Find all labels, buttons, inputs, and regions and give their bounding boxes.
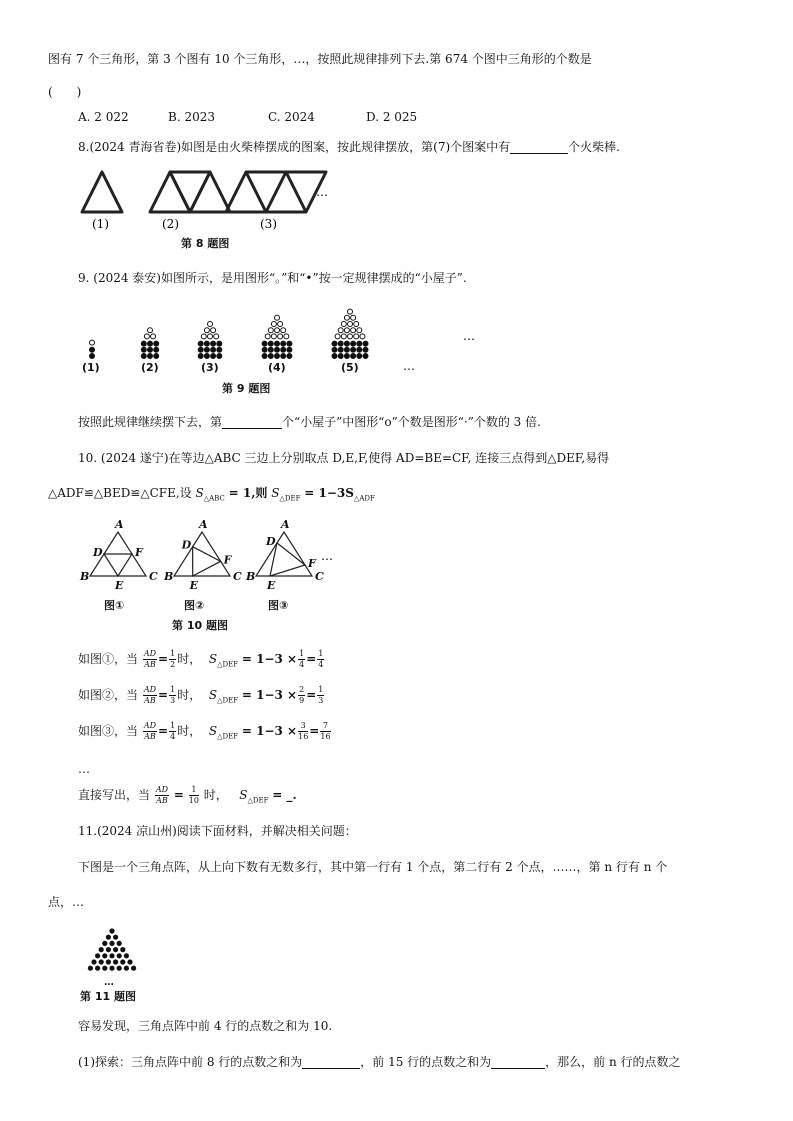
- lattice-dot: [95, 966, 100, 971]
- q8-text-after: 个火柴棒.: [568, 140, 620, 154]
- hollow-circle: [208, 322, 213, 327]
- q10-case-eq2: =: [306, 688, 317, 702]
- lattice-dot: [113, 959, 118, 964]
- q10-case-2: [78, 686, 325, 705]
- hollow-circle: [348, 309, 353, 314]
- hollow-circle: [335, 334, 340, 339]
- solid-dot: [344, 341, 349, 346]
- solid-dot: [211, 341, 216, 346]
- q10-case-label: 如图②，当: [78, 688, 139, 702]
- q9-follow-after: 个“小屋子”中图形“o”个数是图形“·”个数的 3 倍.: [282, 415, 541, 429]
- q10-case-3: [78, 722, 332, 741]
- solid-dot: [217, 354, 222, 359]
- solid-dot: [287, 354, 292, 359]
- q10-line2-eq1: = 1,则: [228, 486, 268, 500]
- hollow-circle: [281, 328, 286, 333]
- solid-dot: [141, 347, 146, 352]
- solid-dot: [332, 347, 337, 352]
- hollow-circle: [341, 334, 346, 339]
- hollow-circle: [90, 340, 95, 345]
- solid-dot: [287, 341, 292, 346]
- solid-dot: [338, 354, 343, 359]
- hollow-circle: [271, 322, 276, 327]
- q10-case-ratio: $\frac{AD}{AB}$: [143, 721, 157, 741]
- q8-pattern-3: [226, 172, 266, 212]
- solid-dot: [363, 354, 368, 359]
- lattice-dot: [102, 953, 107, 958]
- lattice-dot: [124, 953, 129, 958]
- lattice-dot: [124, 966, 129, 971]
- lattice-dot: [91, 959, 96, 964]
- point-label: B: [164, 570, 174, 583]
- solid-dot: [262, 354, 267, 359]
- solid-dot: [338, 347, 343, 352]
- q11-blank-2: [491, 1056, 545, 1069]
- q10-case-expr: = 1−3 ×: [241, 724, 298, 738]
- point-label: D: [93, 546, 103, 559]
- solid-dot: [363, 341, 368, 346]
- solid-dot: [287, 347, 292, 352]
- q10-case-eq2: =: [309, 724, 320, 738]
- solid-dot: [204, 341, 209, 346]
- lattice-dot: [102, 966, 107, 971]
- lattice-dot: [120, 959, 125, 964]
- q10-case-s-sub: △DEF: [217, 660, 239, 669]
- q10-case-s: S: [208, 652, 218, 666]
- solid-dot: [198, 354, 203, 359]
- q10-s-abc-sub: △ABC: [203, 494, 225, 503]
- q10-final-value: $\frac{1}{10}$: [188, 785, 199, 805]
- point-label: A: [115, 518, 124, 531]
- point-label: A: [281, 518, 290, 531]
- q8-fig-label-2: (2): [162, 217, 179, 231]
- q11-dot-triangle-figure: [78, 925, 150, 987]
- q10-case-result: $\frac{7}{16}$: [320, 721, 331, 741]
- q10-case-value: $\frac{1}{3}$: [170, 685, 176, 705]
- lattice-dot: [109, 941, 114, 946]
- triangle-def: [193, 547, 221, 576]
- lattice-dot: [95, 953, 100, 958]
- hollow-circle: [348, 334, 353, 339]
- hollow-circle: [204, 328, 209, 333]
- solid-dot: [217, 347, 222, 352]
- hollow-circle: [271, 334, 276, 339]
- solid-dot: [357, 354, 362, 359]
- lattice-dot: [102, 941, 107, 946]
- q11-caption: 第 11 题图: [80, 990, 136, 1003]
- solid-dot: [204, 354, 209, 359]
- q8-fig-label-3: (3): [260, 217, 277, 231]
- q10-fig-ellipsis: …: [321, 549, 333, 563]
- solid-dot: [198, 341, 203, 346]
- solid-dot: [268, 347, 273, 352]
- hollow-circle: [148, 328, 153, 333]
- hollow-circle: [344, 328, 349, 333]
- point-label: F: [135, 546, 143, 559]
- hollow-circle: [344, 315, 349, 320]
- q11-p4-a: (1)探索：三角点阵中前 8 行的点数之和为: [78, 1055, 303, 1069]
- q10-final: [78, 786, 297, 805]
- q10-case-eq: =: [158, 724, 169, 738]
- solid-dot: [351, 347, 356, 352]
- q10-case-s-sub: △DEF: [217, 732, 239, 741]
- solid-dot: [351, 354, 356, 359]
- solid-dot: [357, 347, 362, 352]
- point-label: C: [233, 570, 242, 583]
- q10-s-abc: S: [195, 486, 204, 500]
- q10-case-shi: 时，: [177, 652, 202, 666]
- q10-case-ratio: $\frac{AD}{AB}$: [143, 649, 157, 669]
- hollow-circle: [278, 322, 283, 327]
- q10-caption: 第 10 题图: [172, 619, 228, 632]
- solid-dot: [275, 354, 280, 359]
- q10-case-s-sub: △DEF: [217, 696, 239, 705]
- solid-dot: [268, 354, 273, 359]
- q7-option-a: A. 2 022: [78, 110, 129, 124]
- q10-final-end: = _.: [272, 788, 297, 802]
- q10-case-shi: 时，: [177, 688, 202, 702]
- solid-dot: [198, 347, 203, 352]
- solid-dot: [148, 354, 153, 359]
- q8-text: [78, 141, 620, 154]
- q9-label-2: (2): [141, 361, 159, 374]
- q10-case-value: $\frac{1}{4}$: [170, 721, 176, 741]
- q7-text-line1: 图有 7 个三角形，第 3 个图有 10 个三角形，…，按照此规律排列下去.第 674 个图中三角形的个数是: [48, 52, 592, 66]
- lattice-dot: [106, 947, 111, 952]
- point-label: C: [149, 570, 158, 583]
- hollow-circle: [268, 328, 273, 333]
- solid-dot: [357, 341, 362, 346]
- solid-dot: [154, 354, 159, 359]
- lattice-dot: [127, 959, 132, 964]
- q8-pattern-2-left: [150, 172, 190, 212]
- q8-fig-ellipsis: …: [316, 185, 328, 199]
- q10-s-def: S: [271, 486, 280, 500]
- q10-final-eq: =: [173, 788, 184, 802]
- q9-follow-before: 按照此规律继续摆下去，第: [78, 415, 223, 429]
- hollow-circle: [341, 322, 346, 327]
- lattice-dot: [99, 959, 104, 964]
- lattice-dot: [117, 953, 122, 958]
- q9-label-5: (5): [341, 361, 359, 374]
- solid-dot: [148, 341, 153, 346]
- hollow-circle: [284, 334, 289, 339]
- solid-dot: [275, 341, 280, 346]
- q10-line2-eq2: = 1−3S: [304, 486, 354, 500]
- lattice-dot: [120, 947, 125, 952]
- hollow-circle: [360, 334, 365, 339]
- q10-case-s: S: [208, 688, 218, 702]
- q10-fig-caption-3: 图③: [268, 599, 289, 612]
- q7-option-b: B. 2023: [168, 110, 215, 124]
- hollow-circle: [338, 328, 343, 333]
- hollow-circle: [354, 322, 359, 327]
- hollow-circle: [357, 328, 362, 333]
- q10-case-result: $\frac{1}{4}$: [318, 649, 324, 669]
- q11-title: 11.(2024 凉山州)阅读下面材料，并解决相关问题：: [78, 824, 357, 838]
- q9-label-4: (4): [268, 361, 286, 374]
- hollow-circle: [275, 328, 280, 333]
- hollow-circle: [211, 328, 216, 333]
- q8-answer-blank: [510, 141, 568, 154]
- q10-case-expr: = 1−3 ×: [241, 688, 298, 702]
- solid-dot: [141, 354, 146, 359]
- hollow-circle: [351, 315, 356, 320]
- q10-case-factor: $\frac{3}{16}$: [298, 721, 309, 741]
- lattice-dot: [117, 966, 122, 971]
- q9-label-1: (1): [82, 361, 100, 374]
- q11-p4-c: ，那么，前 n 行的点数之: [545, 1055, 681, 1069]
- q10-final-label: 直接写出，当: [78, 788, 151, 802]
- solid-dot: [344, 347, 349, 352]
- solid-dot: [148, 347, 153, 352]
- q10-case-label: 如图③，当: [78, 724, 139, 738]
- lattice-dot: [106, 935, 111, 940]
- hollow-circle: [354, 334, 359, 339]
- lattice-dot: [88, 966, 93, 971]
- solid-dot: [141, 341, 146, 346]
- solid-dot: [363, 347, 368, 352]
- q10-case-expr: = 1−3 ×: [241, 652, 298, 666]
- q10-text-line1: 10. (2024 遂宁)在等边△ABC 三边上分别取点 D,E,F,使得 AD=BE=CF, 连接三点得到△DEF,易得: [78, 451, 610, 465]
- lattice-dot: [109, 966, 114, 971]
- hollow-circle: [348, 322, 353, 327]
- point-label: E: [189, 579, 199, 592]
- lattice-dot: [109, 928, 114, 933]
- solid-dot: [217, 341, 222, 346]
- lattice-dot: [99, 947, 104, 952]
- hollow-circle: [275, 315, 280, 320]
- q10-line2-congruence: △ADF≌△BED≌△CFE,设: [48, 486, 192, 500]
- solid-dot: [338, 341, 343, 346]
- q9-ellipsis-top: …: [463, 329, 475, 343]
- q11-p3: 容易发现，三角点阵中前 4 行的点数之和为 10.: [78, 1019, 333, 1033]
- lattice-dot: [113, 935, 118, 940]
- solid-dot: [211, 347, 216, 352]
- q10-final-s: S: [239, 788, 248, 802]
- point-label: F: [223, 553, 232, 567]
- q9-caption: 第 9 题图: [222, 382, 271, 395]
- q10-final-shi: 时，: [203, 788, 228, 802]
- q10-case-eq2: =: [306, 652, 317, 666]
- solid-dot: [281, 354, 286, 359]
- q8-matchstick-figure: [76, 160, 346, 236]
- solid-dot: [332, 341, 337, 346]
- q10-final-ratio: $\frac{AD}{AB}$: [155, 785, 169, 805]
- hollow-circle: [201, 334, 206, 339]
- point-label: B: [80, 570, 90, 583]
- q10-fig-caption-2: 图②: [184, 599, 205, 612]
- q10-case-factor: $\frac{1}{4}$: [299, 649, 305, 669]
- triangle-abc: [256, 532, 312, 576]
- q7-option-c: C. 2024: [268, 110, 315, 124]
- point-label: B: [246, 570, 256, 583]
- hollow-circle: [351, 328, 356, 333]
- q11-p1: 下图是一个三角点阵，从上向下数有无数多行，其中第一行有 1 个点，第二行有 2 个点，……，第 n 行有 n 个: [78, 860, 668, 874]
- q10-case-1: [78, 650, 325, 669]
- hollow-circle: [208, 334, 213, 339]
- q9-label-3: (3): [201, 361, 219, 374]
- lattice-dot: [131, 966, 136, 971]
- point-label: D: [181, 538, 192, 552]
- lattice-dot: [106, 959, 111, 964]
- q10-text-line2: [48, 487, 375, 502]
- hollow-circle: [265, 334, 270, 339]
- q11-p4-b: ，前 15 行的点数之和为: [360, 1055, 492, 1069]
- q9-follow: [78, 416, 541, 429]
- q10-case-eq: =: [158, 688, 169, 702]
- solid-dot: [154, 347, 159, 352]
- solid-dot: [281, 347, 286, 352]
- solid-dot: [90, 354, 95, 359]
- lattice-dot: [113, 947, 118, 952]
- solid-dot: [275, 347, 280, 352]
- hollow-circle: [144, 334, 149, 339]
- q10-s-def-sub: △DEF: [279, 494, 301, 503]
- solid-dot: [344, 354, 349, 359]
- q9-text: 9. (2024 泰安)如图所示，是用图形“。”和“•”按一定规律摆成的“小屋子”.: [78, 271, 467, 285]
- solid-dot: [332, 354, 337, 359]
- q10-case-label: 如图①，当: [78, 652, 139, 666]
- point-label: A: [199, 518, 208, 531]
- q11-blank-1: [302, 1056, 360, 1069]
- point-label: D: [266, 535, 276, 548]
- point-label: E: [267, 579, 276, 592]
- q11-p2: 点，…: [48, 895, 85, 909]
- lattice-dot: [117, 941, 122, 946]
- q8-caption: 第 8 题图: [181, 237, 230, 250]
- point-label: F: [308, 557, 316, 570]
- q8-text-before: 8.(2024 青海省卷)如图是由火柴棒摆成的图案，按此规律摆放，第(7)个图案中有: [78, 140, 511, 154]
- solid-dot: [154, 341, 159, 346]
- q10-case-eq: =: [158, 652, 169, 666]
- solid-dot: [281, 341, 286, 346]
- q10-case-ratio: $\frac{AD}{AB}$: [143, 685, 157, 705]
- solid-dot: [268, 341, 273, 346]
- point-label: E: [115, 579, 124, 592]
- q10-case-result: $\frac{1}{3}$: [318, 685, 324, 705]
- solid-dot: [351, 341, 356, 346]
- q10-s-adf-sub: △ADF: [353, 494, 375, 503]
- q11-p4: [78, 1056, 681, 1069]
- q10-case-s: S: [208, 724, 218, 738]
- q10-case-factor: $\frac{2}{9}$: [299, 685, 305, 705]
- solid-dot: [262, 347, 267, 352]
- point-label: C: [315, 570, 324, 583]
- lattice-dot: [109, 953, 114, 958]
- triangle-def: [104, 554, 132, 576]
- q7-answer-paren: ( ): [48, 85, 82, 99]
- hollow-circle: [214, 334, 219, 339]
- q9-houses-figure: [78, 310, 475, 395]
- q10-fig-caption-1: 图①: [104, 599, 125, 612]
- q8-fig-label-1: (1): [92, 217, 109, 231]
- q10-case-shi: 时，: [177, 724, 202, 738]
- q10-case-value: $\frac{1}{2}$: [170, 649, 176, 669]
- q7-option-d: D. 2 025: [366, 110, 418, 124]
- q10-final-sub: △DEF: [247, 796, 269, 805]
- q10-dots: …: [78, 762, 90, 776]
- solid-dot: [90, 347, 95, 352]
- solid-dot: [211, 354, 216, 359]
- q8-pattern-1: [82, 172, 122, 212]
- solid-dot: [204, 347, 209, 352]
- q9-answer-blank: [222, 416, 282, 429]
- solid-dot: [262, 341, 267, 346]
- q9-ellipsis-bottom: …: [403, 359, 415, 373]
- q11-fig-ellipsis: …: [104, 977, 114, 988]
- hollow-circle: [151, 334, 156, 339]
- hollow-circle: [278, 334, 283, 339]
